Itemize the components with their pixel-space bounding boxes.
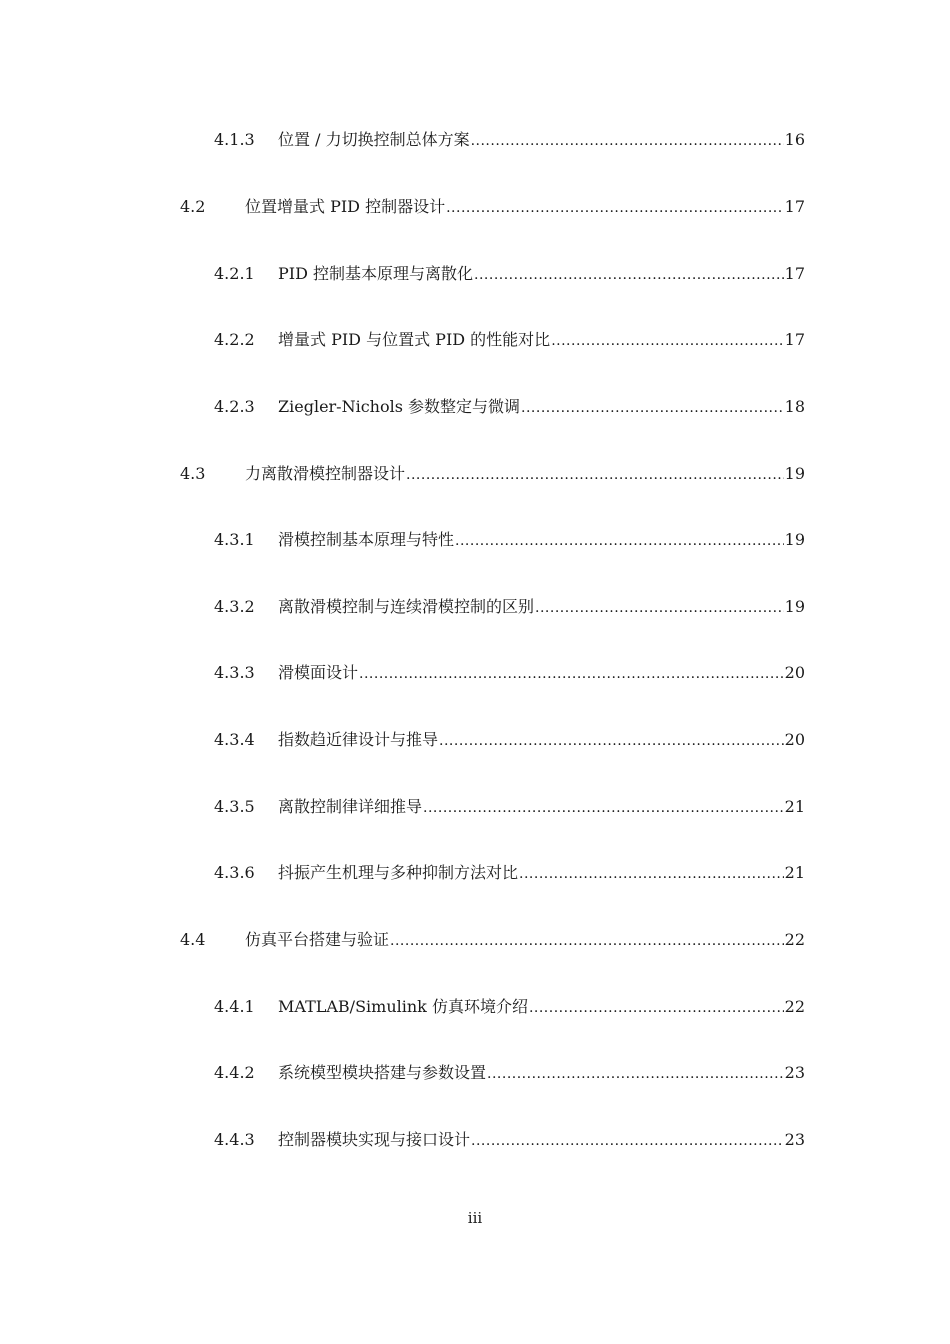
toc-entry-title: 控制器模块实现与接口设计	[278, 1130, 471, 1149]
toc-entry-page: 19	[784, 464, 805, 483]
toc-dot-leader	[519, 861, 784, 885]
toc-entry-page: 17	[784, 264, 805, 283]
toc-entry[interactable]	[180, 195, 805, 219]
toc-dot-leader	[487, 1061, 784, 1085]
toc-entry-number: 4.3.4	[214, 730, 255, 749]
toc-entry[interactable]	[214, 595, 805, 619]
toc-entry-page: 17	[784, 197, 805, 216]
toc-entry-number: 4.4.1	[214, 997, 255, 1016]
toc-entry[interactable]	[214, 1061, 805, 1085]
toc-dot-leader	[423, 795, 784, 819]
toc-dot-leader	[359, 661, 784, 685]
toc-dot-leader	[474, 262, 784, 286]
toc-entry[interactable]	[214, 128, 805, 152]
toc-entry-title: MATLAB/Simulink 仿真环境介绍	[278, 997, 528, 1016]
toc-entry-page: 19	[784, 530, 805, 549]
toc-dot-leader	[390, 928, 784, 952]
toc-entry-page: 18	[784, 397, 805, 416]
page-number: iii	[467, 1209, 483, 1227]
toc-entry-title: 离散控制律详细推导	[278, 797, 423, 816]
toc-entry-page: 21	[784, 863, 805, 882]
toc-entry-title: 力离散滑模控制器设计	[245, 464, 406, 483]
toc-entry-title: 仿真平台搭建与验证	[245, 930, 390, 949]
toc-entry[interactable]	[180, 462, 805, 486]
toc-dot-leader	[521, 395, 784, 419]
toc-entry-title: 滑模控制基本原理与特性	[278, 530, 455, 549]
toc-entry-number: 4.2.2	[214, 330, 255, 349]
toc-entry-number: 4.3.5	[214, 797, 255, 816]
toc-entry-page: 19	[784, 597, 805, 616]
toc-entry-title: 离散滑模控制与连续滑模控制的区别	[278, 597, 535, 616]
toc-entry-page: 22	[784, 997, 805, 1016]
toc-entry-number: 4.3.3	[214, 663, 255, 682]
toc-entry-number: 4.4	[180, 930, 206, 949]
toc-entry-page: 23	[784, 1063, 805, 1082]
toc-dot-leader	[535, 595, 784, 619]
toc-entry[interactable]	[180, 928, 805, 952]
toc-entry-title: 位置增量式 PID 控制器设计	[245, 197, 446, 216]
toc-entry-number: 4.2.3	[214, 397, 255, 416]
toc-entry[interactable]	[214, 328, 805, 352]
toc-entry-title: 增量式 PID 与位置式 PID 的性能对比	[278, 330, 551, 349]
toc-entry[interactable]	[214, 861, 805, 885]
toc-dot-leader	[439, 728, 784, 752]
toc-entry-title: 抖振产生机理与多种抑制方法对比	[278, 863, 519, 882]
toc-entry-number: 4.3	[180, 464, 206, 483]
toc-entry[interactable]	[214, 1128, 805, 1152]
toc-entry[interactable]	[214, 661, 805, 685]
toc-entry-title: PID 控制基本原理与离散化	[278, 264, 474, 283]
toc-entry-title: 指数趋近律设计与推导	[278, 730, 439, 749]
toc-dot-leader	[446, 195, 784, 219]
toc-entry-number: 4.2.1	[214, 264, 255, 283]
toc-entry-title: 位置 / 力切换控制总体方案	[278, 130, 470, 149]
toc-entry-page: 16	[784, 130, 805, 149]
toc-entry-number: 4.2	[180, 197, 206, 216]
toc-entry-page: 23	[784, 1130, 805, 1149]
toc-dot-leader	[551, 328, 783, 352]
toc-entry-number: 4.3.6	[214, 863, 255, 882]
toc-entry[interactable]	[214, 262, 805, 286]
toc-dot-leader	[406, 462, 784, 486]
toc-entry-page: 20	[784, 730, 805, 749]
toc-dot-leader	[471, 128, 784, 152]
toc-dot-leader	[471, 1128, 784, 1152]
toc-entry-page: 17	[784, 330, 805, 349]
toc-entry-number: 4.3.2	[214, 597, 255, 616]
toc-entry[interactable]	[214, 395, 805, 419]
toc-entry-number: 4.4.2	[214, 1063, 255, 1082]
toc-entry[interactable]	[214, 995, 805, 1019]
toc-entry-number: 4.1.3	[214, 130, 255, 149]
toc-entry-page: 22	[784, 930, 805, 949]
toc-entry-page: 20	[784, 663, 805, 682]
toc-entry[interactable]	[214, 795, 805, 819]
toc-dot-leader	[529, 995, 784, 1019]
toc-entry-title: 系统模型模块搭建与参数设置	[278, 1063, 487, 1082]
toc-entry[interactable]	[214, 728, 805, 752]
toc-entry-page: 21	[784, 797, 805, 816]
toc-entry-title: Ziegler-Nichols 参数整定与微调	[278, 397, 521, 416]
toc-entry-number: 4.3.1	[214, 530, 255, 549]
toc-entry-title: 滑模面设计	[278, 663, 359, 682]
toc-entry[interactable]	[214, 528, 805, 552]
toc-dot-leader	[455, 528, 784, 552]
toc-entry-number: 4.4.3	[214, 1130, 255, 1149]
